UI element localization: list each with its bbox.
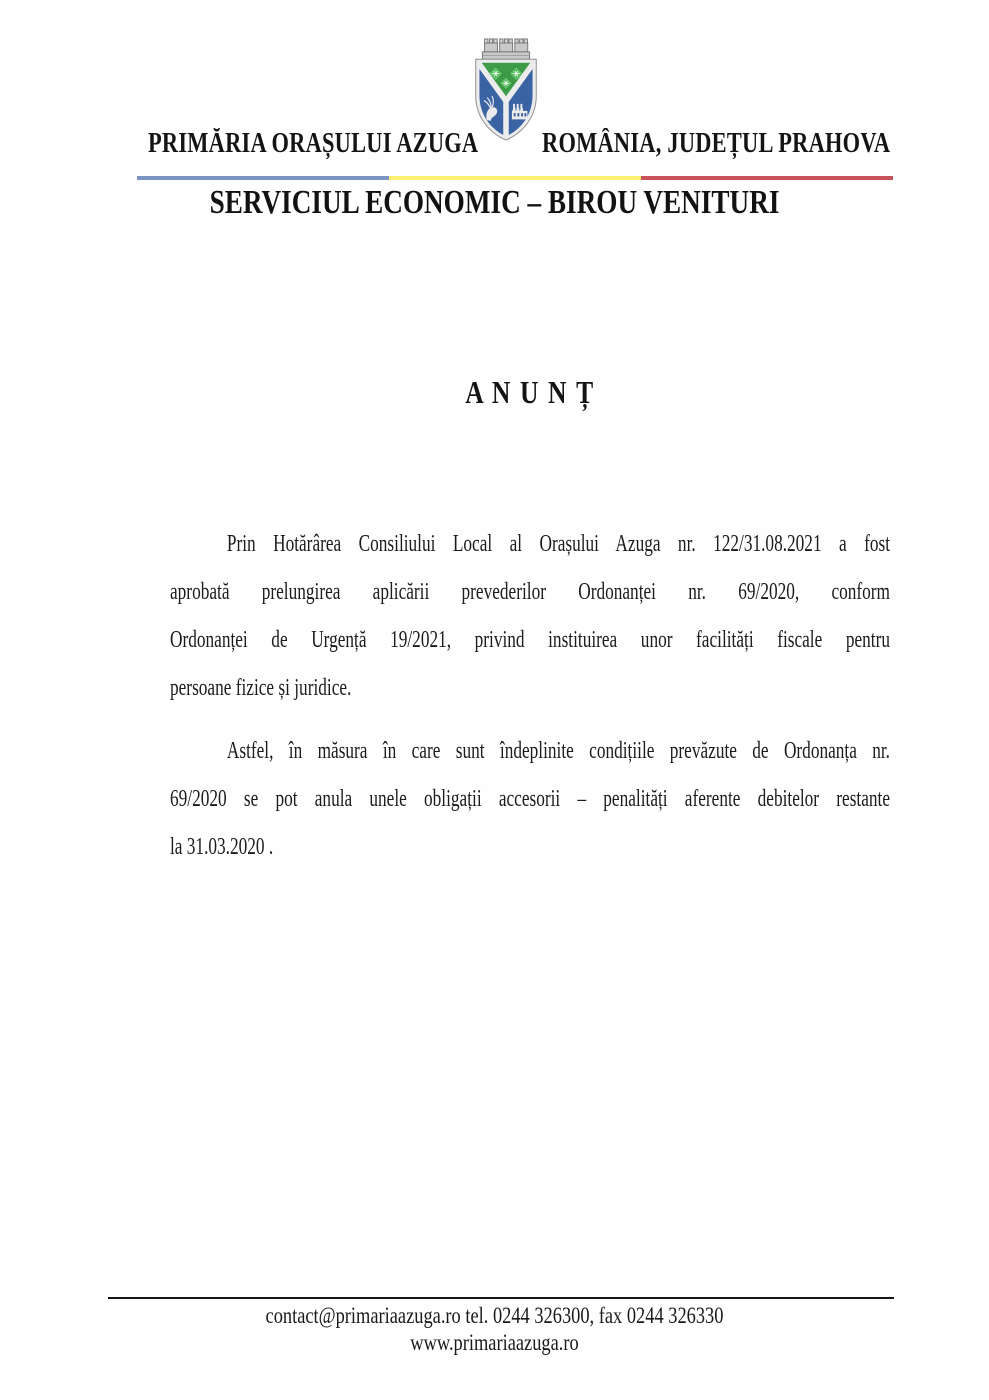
shield-icon — [476, 59, 537, 140]
paragraph-line: 69/2020 se pot anula unele obligații accesorii – penalități aferente debitelor restante — [170, 786, 890, 812]
azuga-coat-of-arms — [469, 36, 543, 143]
country-county-name: ROMÂNIA, JUDEȚUL PRAHOVA — [541, 128, 890, 159]
paragraph-line: Astfel, în măsura în care sunt îndeplinite condițiile prevăzute de Ordonanța nr. — [226, 738, 890, 764]
flag-divider — [137, 176, 893, 180]
flag-yellow-segment — [389, 176, 641, 180]
paragraph-line: Ordonanței de Urgență 19/2021, privind instituirea unor facilități fiscale pentru — [170, 627, 890, 653]
mural-crown-icon — [482, 39, 529, 59]
document-title: A N U N Ț — [465, 374, 595, 410]
footer-contact-line: contact@primariaazuga.ro tel. 0244 326300, fax 0244 326330 — [265, 1303, 724, 1328]
flag-red-segment — [641, 176, 893, 180]
paragraph-line: Prin Hotărârea Consiliului Local al Orașului Azuga nr. 122/31.08.2021 a fost — [226, 531, 890, 557]
paragraph-2 — [170, 727, 890, 871]
footer-divider — [108, 1297, 894, 1299]
paragraph-line: persoane fizice și juridice. — [170, 675, 352, 701]
flag-blue-segment — [137, 176, 389, 180]
paragraph-line: la 31.03.2020 . — [170, 834, 274, 860]
footer-website-line: www.primariaazuga.ro — [410, 1330, 579, 1355]
institution-name: PRIMĂRIA ORAȘULUI AZUGA — [148, 128, 479, 159]
paragraph-1 — [170, 520, 890, 712]
department-title: SERVICIUL ECONOMIC – BIROU VENITURI — [209, 184, 780, 221]
paragraph-line: aprobată prelungirea aplicării prevederilor Ordonanței nr. 69/2020, conform — [170, 579, 890, 605]
